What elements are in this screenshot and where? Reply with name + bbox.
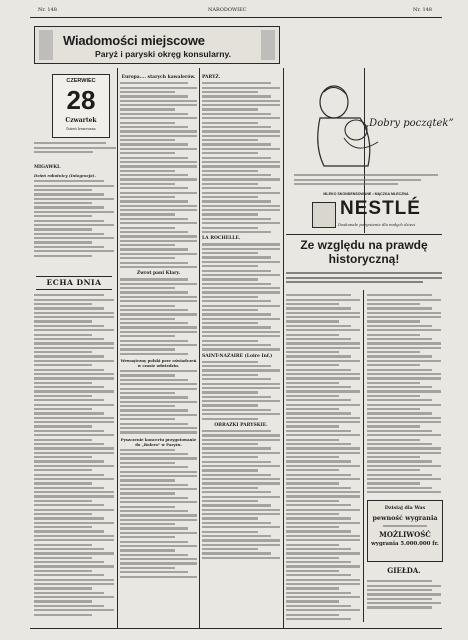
column-rule-1 [117,68,118,628]
market-title: GIEŁDA. [387,566,421,575]
page-number-right: Nr. 148 [413,7,432,13]
column-3-head-4: OBRAZKI PARYSKIE. [214,422,268,428]
ad-slogan: „Dobry początek” [364,118,454,129]
ad-brand-sub: MLEKO SKONDENSOWANE • MĄCZKA MLECZNA [323,192,409,196]
page-bottom-rule [30,628,442,629]
newspaper-name: NARODOWIEC [208,7,247,13]
lottery-box [367,500,443,562]
column-2-head-3: Wewnętrzny polski prze oświadczeń w czasie odwiedzin. [120,357,197,368]
banner-ornament-left [39,30,53,60]
banner-ornament-right [261,30,275,60]
column-1-section-head: MIGAWKI. [34,165,61,170]
column-1-body [34,292,114,622]
banner-subtitle: Paryż i paryski okręg konsularny. [95,49,231,59]
calendar-day-number: 28 [66,85,96,115]
section-banner [34,26,280,64]
page-header [38,7,432,16]
feature-title-line-1: Ze względu na prawdę [300,238,428,252]
header-rule [30,17,442,18]
calendar-weekday: Czwartek [65,117,97,124]
column-2-head-2: Zwrot pani Klary. [136,271,181,277]
page-number-left: Nr. 148 [38,7,57,13]
feature-column-rule [363,290,364,622]
banner-title: Wiadomości miejscowe [63,33,205,48]
lottery-head: Dzisiaj dla Was [384,505,426,511]
column-3-head-3: SAINT-NAZAIRE (Loire Inf.) [202,353,273,359]
ad-body-text [294,172,438,190]
column-rule-3 [283,68,284,628]
column-2-head-4: Pyszczenie koncertu przygotowanie do „Bolero” w Paryżu. [120,436,197,447]
column-1-sub-head: Dzień robotnicy (Integracja). [34,173,96,178]
market-table [367,578,441,624]
feature-title-line-2: historyczną! [328,252,400,266]
column-3 [202,72,280,624]
feature-column-right [367,292,441,500]
lottery-line-3: wygrania 5.000.000 fr. [371,541,439,548]
calendar-box [52,74,110,138]
column-2 [120,72,197,624]
calendar-notes [34,140,116,158]
lottery-line-1: pewność wygrania [372,514,438,522]
lottery-line-2: MOŻLIWOŚĆ [379,530,431,540]
feature-lead [286,270,442,290]
ad-brand: NESTLÉ [340,198,421,219]
column-rule-2 [199,68,200,628]
nestle-ad [294,68,454,232]
column-3-head-2: LA ROCHELLE. [202,236,241,242]
nestle-can-icon [312,202,336,228]
column-3-head-1: PARYŻ. [202,75,221,80]
calendar-month: CZERWIEC [66,78,96,84]
calendar-caption: Dzień Ireneusza [66,127,96,131]
column-2-head-1: Europa.... starych kawalerów. [121,75,196,80]
ad-tagline: Doskonałe pożywienie dla małych dzieci [338,222,416,227]
feature-column-left [286,292,360,624]
feature-top-rule [286,234,442,235]
echa-dnia-head: ECHA DNIA [36,276,112,290]
column-1-top [34,162,114,268]
